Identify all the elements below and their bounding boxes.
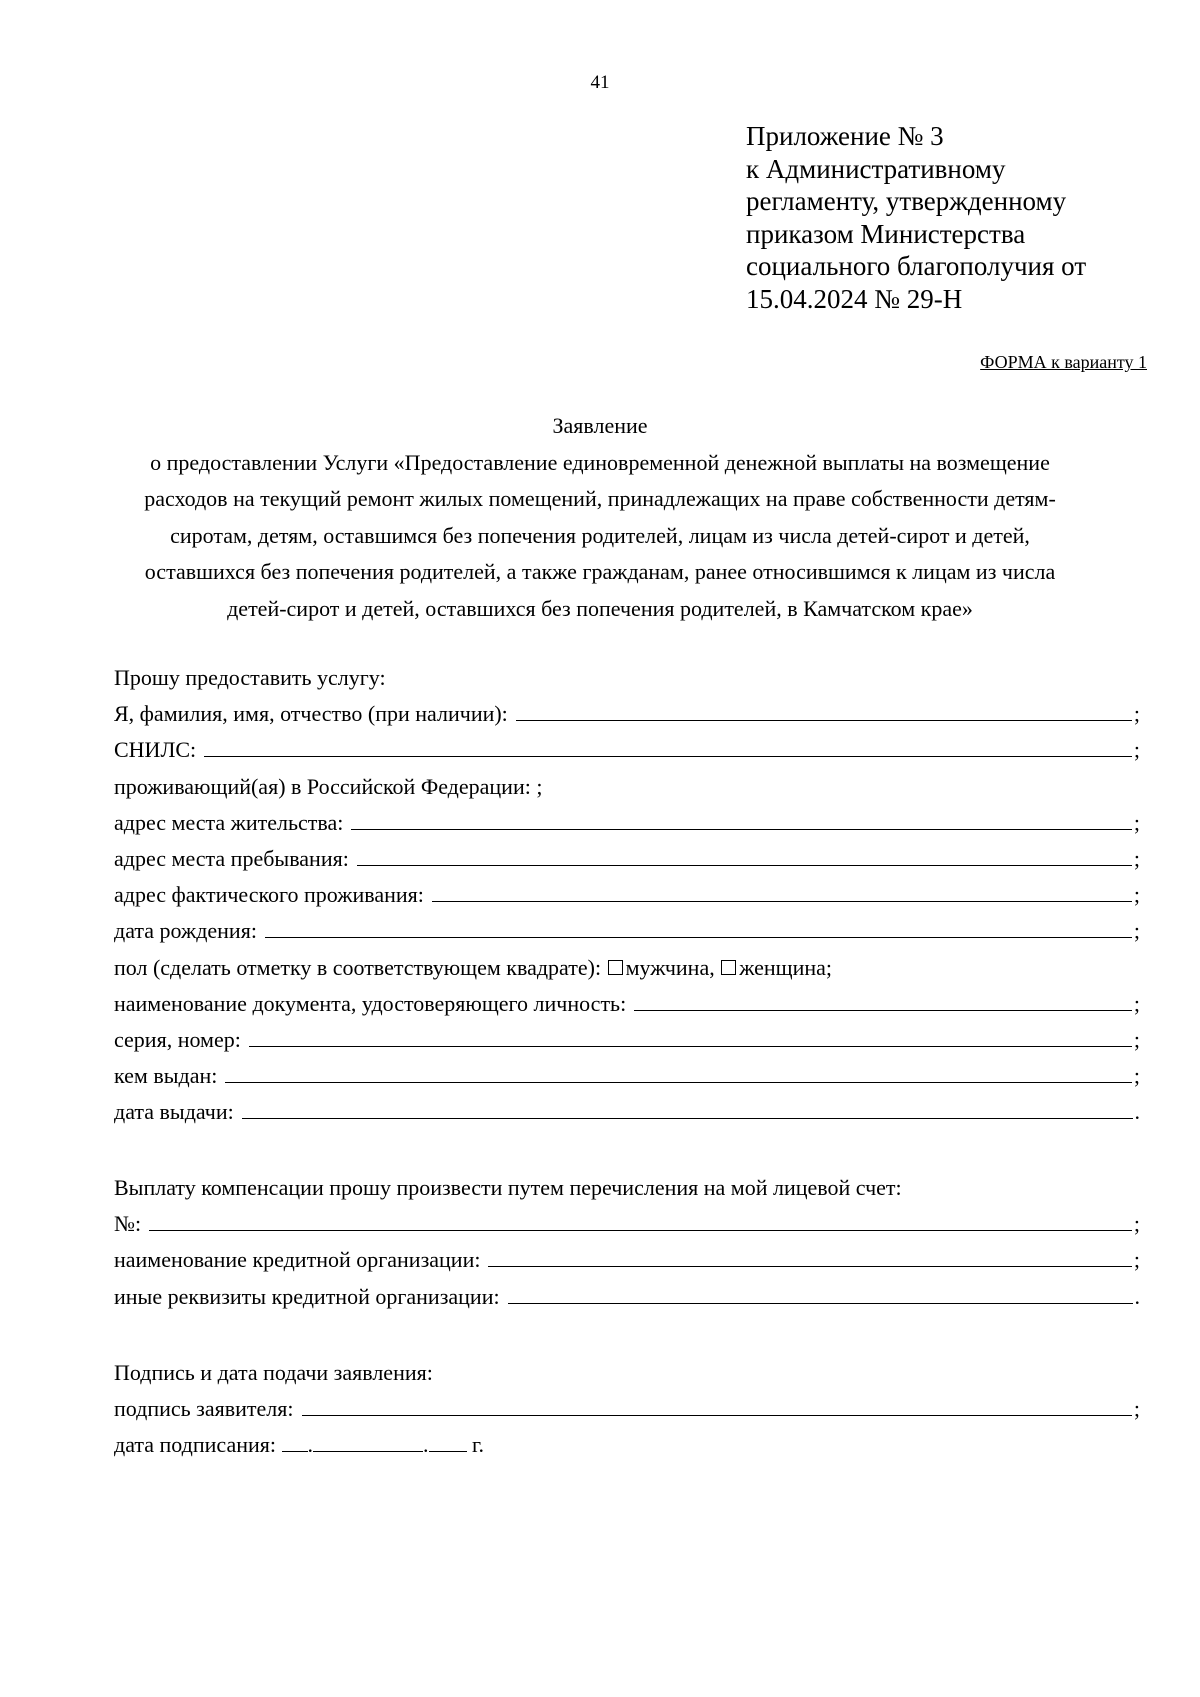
- appendix-line: приказом Министерства: [746, 218, 1026, 249]
- bank-details-field[interactable]: [508, 1279, 1133, 1304]
- page-number: 41: [590, 72, 610, 93]
- service-request-label: Прошу предоставить услугу:: [114, 665, 386, 690]
- series-number-field[interactable]: [249, 1022, 1132, 1047]
- birth-date-field[interactable]: [265, 913, 1132, 938]
- signing-year-field[interactable]: [429, 1429, 467, 1452]
- issued-by-row: [114, 1058, 1140, 1094]
- signature-intro-row: [114, 1355, 1140, 1391]
- semicolon: ;: [1133, 809, 1140, 835]
- signing-day-field[interactable]: [282, 1429, 308, 1452]
- title-line: оставшихся без попечения родителей, а также гражданам, ранее относившимся к лицам из числа: [144, 559, 1056, 584]
- semicolon: ;: [1133, 1396, 1140, 1422]
- stay-address-row: [114, 841, 1140, 877]
- title-line: детей-сирот и детей, оставшихся без попечения родителей, в Камчатском крае»: [227, 595, 973, 621]
- stay-address-field[interactable]: [357, 841, 1132, 866]
- signature-intro-label: Подпись и дата подачи заявления:: [114, 1360, 433, 1385]
- female-label: женщина;: [739, 954, 833, 980]
- semicolon: ;: [1133, 882, 1140, 908]
- signature-field[interactable]: [302, 1391, 1132, 1416]
- semicolon: ;: [1133, 1026, 1140, 1052]
- birth-date-row: [114, 913, 1140, 949]
- appendix-line: социального благополучия от: [746, 251, 1087, 281]
- semicolon: ;: [1133, 845, 1140, 871]
- series-number-row: [114, 1022, 1140, 1058]
- signing-date-row: [114, 1427, 1140, 1463]
- title-line: расходов на текущий ремонт жилых помещений, принадлежащих на праве собственности детям-: [144, 486, 1056, 511]
- signature-section: [114, 1355, 1140, 1464]
- bank-details-label: иные реквизиты кредитной организации:: [114, 1283, 500, 1309]
- issue-date-label: дата выдачи:: [114, 1099, 234, 1125]
- semicolon: ;: [1133, 737, 1140, 763]
- intro-row: [114, 660, 1140, 696]
- residence-address-row: [114, 805, 1140, 841]
- applicant-section: [114, 660, 1140, 1130]
- female-checkbox[interactable]: [721, 960, 736, 975]
- issue-date-field[interactable]: [242, 1094, 1133, 1119]
- year-suffix: г.: [472, 1432, 485, 1458]
- period: .: [1134, 1099, 1140, 1125]
- male-checkbox[interactable]: [608, 960, 623, 975]
- birth-date-label: дата рождения:: [114, 918, 257, 944]
- payment-intro-label: Выплату компенсации прошу произвести путем перечисления на мой лицевой счет:: [114, 1175, 902, 1200]
- bank-name-label: наименование кредитной организации:: [114, 1247, 481, 1273]
- signing-date-label: дата подписания:: [114, 1432, 276, 1458]
- semicolon: ;: [1133, 990, 1140, 1016]
- appendix-line: регламенту, утвержденному: [746, 186, 1067, 216]
- actual-address-label: адрес фактического проживания:: [114, 882, 424, 908]
- actual-address-field[interactable]: [432, 877, 1132, 902]
- series-number-label: серия, номер:: [114, 1026, 241, 1052]
- issue-date-row: [114, 1094, 1140, 1130]
- semicolon: ;: [1133, 918, 1140, 944]
- residing-label: проживающий(ая) в Российской Федерации: ;: [114, 773, 543, 799]
- snils-field[interactable]: [204, 732, 1132, 757]
- full-name-label: Я, фамилия, имя, отчество (при наличии):: [114, 701, 508, 727]
- issued-by-label: кем выдан:: [114, 1063, 218, 1089]
- residence-address-field[interactable]: [351, 805, 1131, 830]
- date-separator: .: [423, 1432, 429, 1458]
- application-title: [100, 408, 1100, 627]
- residence-address-label: адрес места жительства:: [114, 809, 344, 835]
- title-heading: Заявление: [552, 413, 648, 438]
- bank-details-row: [114, 1279, 1140, 1315]
- form-variant-label: ФОРМА к варианту 1: [980, 352, 1147, 372]
- appendix-line: Приложение № 3: [746, 121, 944, 151]
- snils-label: СНИЛС:: [114, 737, 197, 763]
- semicolon: ;: [1133, 1211, 1140, 1237]
- id-document-row: [114, 986, 1140, 1022]
- issued-by-field[interactable]: [225, 1058, 1132, 1083]
- account-number-row: [114, 1206, 1140, 1242]
- semicolon: ;: [1133, 1063, 1140, 1089]
- payment-intro-row: [114, 1170, 1140, 1206]
- account-number-label: №:: [114, 1211, 142, 1237]
- semicolon: ;: [1133, 1247, 1140, 1273]
- full-name-field[interactable]: [516, 696, 1132, 721]
- male-label: мужчина,: [625, 954, 715, 980]
- signature-row: [114, 1391, 1140, 1427]
- bank-name-field[interactable]: [488, 1242, 1131, 1267]
- signing-month-field[interactable]: [313, 1429, 423, 1452]
- gender-label: пол (сделать отметку в соответствующем квадрате):: [114, 954, 602, 980]
- bank-name-row: [114, 1242, 1140, 1278]
- title-line: сиротам, детям, оставшимся без попечения родителей, лицам из числа детей-сирот и детей,: [170, 522, 1030, 548]
- title-line: о предоставлении Услуги «Предоставление единовременной денежной выплаты на возмещение: [150, 449, 1050, 475]
- snils-row: [114, 732, 1140, 768]
- id-document-label: наименование документа, удостоверяющего личность:: [114, 990, 627, 1016]
- appendix-line: к Административному: [746, 153, 1006, 184]
- gender-row: [114, 950, 1140, 986]
- period: .: [1134, 1283, 1140, 1309]
- actual-address-row: [114, 877, 1140, 913]
- payment-section: [114, 1170, 1140, 1315]
- signature-label: подпись заявителя:: [114, 1396, 294, 1422]
- semicolon: ;: [1133, 701, 1140, 727]
- full-name-row: [114, 696, 1140, 732]
- date-separator: .: [307, 1432, 313, 1458]
- appendix-header: [746, 120, 1166, 315]
- id-document-field[interactable]: [634, 986, 1132, 1011]
- residing-row: [114, 769, 1140, 805]
- stay-address-label: адрес места пребывания:: [114, 845, 349, 871]
- appendix-line: 15.04.2024 № 29-Н: [746, 283, 963, 314]
- account-number-field[interactable]: [149, 1206, 1132, 1231]
